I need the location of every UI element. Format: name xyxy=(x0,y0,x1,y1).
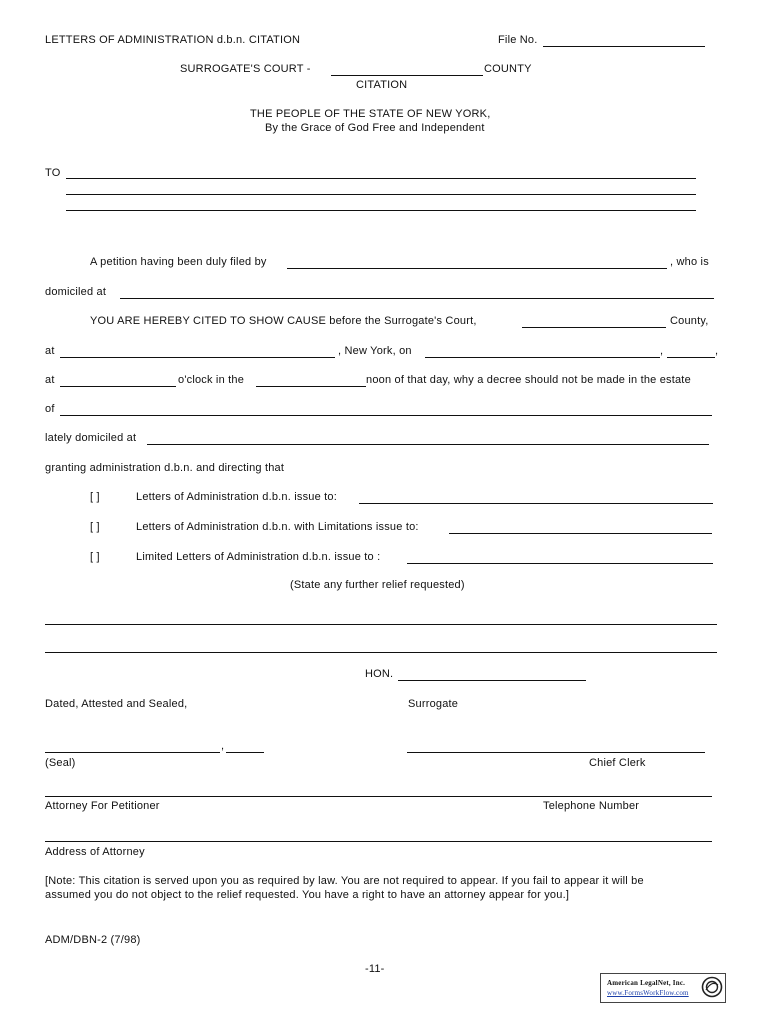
date-field[interactable] xyxy=(425,357,660,358)
seal-label: (Seal) xyxy=(45,757,76,769)
petition-prefix: A petition having been duly filed by xyxy=(90,256,267,268)
form-code: ADM/DBN-2 (7/98) xyxy=(45,934,141,946)
option-field-2[interactable] xyxy=(449,533,712,534)
note-line-1: [Note: This citation is served upon you as required by law. You are not required to appear. If you fail to appear it will be xyxy=(45,875,644,887)
hon-label: HON. xyxy=(365,668,394,680)
noon-text: noon of that day, why a decree should not be made in the estate xyxy=(366,374,691,386)
note-line-2: assumed you do not object to the relief requested. You have a right to have an attorney appear for you.] xyxy=(45,889,570,901)
attorney-address-label: Address of Attorney xyxy=(45,846,145,858)
file-no-label: File No. xyxy=(498,34,538,46)
cited-county-label: County, xyxy=(670,315,709,327)
to-line-2[interactable] xyxy=(66,194,696,195)
comma-2: , xyxy=(715,345,719,357)
people-subheading: By the Grace of God Free and Independent xyxy=(265,122,485,134)
american-legalnet-logo xyxy=(600,973,726,1003)
domicile-field[interactable] xyxy=(120,298,714,299)
citation-label: CITATION xyxy=(356,79,408,91)
attorney-address-line[interactable] xyxy=(45,841,712,842)
chief-clerk-signature-field[interactable] xyxy=(407,752,705,753)
estate-name-field[interactable] xyxy=(60,415,712,416)
at-label-2: at xyxy=(45,374,55,386)
forenoon-afternoon-field[interactable] xyxy=(256,386,366,387)
cited-text: YOU ARE HEREBY CITED TO SHOW CAUSE before the Surrogate's Court, xyxy=(90,315,477,327)
attorney-line[interactable] xyxy=(45,796,712,797)
dated-label: Dated, Attested and Sealed, xyxy=(45,698,188,710)
surrogates-court-label: SURROGATE'S COURT - xyxy=(180,63,311,75)
logo-company-name: American LegalNet, Inc. xyxy=(607,979,686,987)
logo-url[interactable]: www.FormsWorkFlow.com xyxy=(607,989,689,997)
hon-field[interactable] xyxy=(398,680,586,681)
further-relief-label: (State any further relief requested) xyxy=(290,579,465,591)
of-label: of xyxy=(45,403,55,415)
seal-date-comma: , xyxy=(221,740,225,752)
option-checkbox-1[interactable]: [ ] xyxy=(90,491,100,503)
people-heading: THE PEOPLE OF THE STATE OF NEW YORK, xyxy=(250,108,491,120)
file-no-field[interactable] xyxy=(543,46,705,47)
document-title: LETTERS OF ADMINISTRATION d.b.n. CITATION xyxy=(45,34,301,46)
relief-line-1[interactable] xyxy=(45,624,717,625)
county-label: COUNTY xyxy=(484,63,532,75)
telephone-label: Telephone Number xyxy=(543,800,640,812)
option-label-2: Letters of Administration d.b.n. with Limitations issue to: xyxy=(136,521,419,533)
option-label-1: Letters of Administration d.b.n. issue to: xyxy=(136,491,338,503)
chief-clerk-label: Chief Clerk xyxy=(589,757,646,769)
lately-domiciled-field[interactable] xyxy=(147,444,709,445)
comma-1: , xyxy=(660,345,664,357)
option-label-3: Limited Letters of Administration d.b.n. issue to : xyxy=(136,551,381,563)
year-field[interactable] xyxy=(667,357,715,358)
location-field[interactable] xyxy=(60,357,335,358)
oclock-label: o'clock in the xyxy=(178,374,245,386)
granting-text: granting administration d.b.n. and directing that xyxy=(45,462,285,474)
to-line-1[interactable] xyxy=(66,178,696,179)
logo-emblem-icon xyxy=(701,976,723,998)
domiciled-label: domiciled at xyxy=(45,286,107,298)
option-field-1[interactable] xyxy=(359,503,713,504)
court-county-field[interactable] xyxy=(331,75,483,76)
to-label: TO xyxy=(45,167,61,179)
page-number: -11- xyxy=(365,963,385,975)
petition-suffix: , who is xyxy=(670,256,709,268)
surrogate-label: Surrogate xyxy=(408,698,459,710)
option-checkbox-3[interactable]: [ ] xyxy=(90,551,100,563)
to-line-3[interactable] xyxy=(66,210,696,211)
attorney-label: Attorney For Petitioner xyxy=(45,800,160,812)
at-label-1: at xyxy=(45,345,55,357)
lately-domiciled-label: lately domiciled at xyxy=(45,432,137,444)
cited-county-field[interactable] xyxy=(522,327,666,328)
time-field[interactable] xyxy=(60,386,176,387)
option-field-3[interactable] xyxy=(407,563,713,564)
petitioner-field[interactable] xyxy=(287,268,667,269)
seal-year-field[interactable] xyxy=(226,752,264,753)
option-checkbox-2[interactable]: [ ] xyxy=(90,521,100,533)
seal-date-field[interactable] xyxy=(45,752,220,753)
new-york-on-label: , New York, on xyxy=(338,345,412,357)
relief-line-2[interactable] xyxy=(45,652,717,653)
